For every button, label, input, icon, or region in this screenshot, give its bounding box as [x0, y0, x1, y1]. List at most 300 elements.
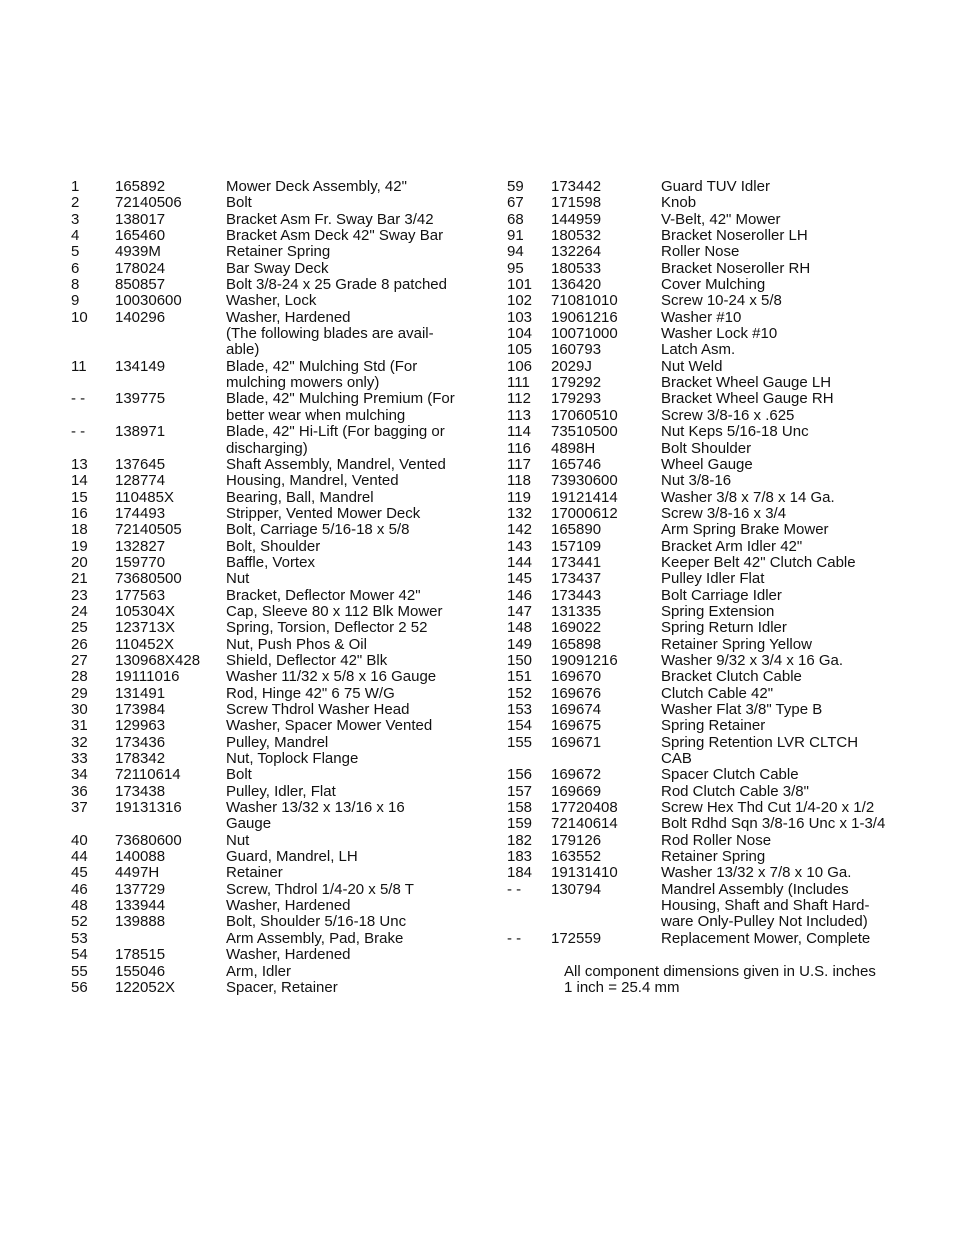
ref-number: 146 — [507, 586, 533, 604]
part-number: 105304X — [115, 602, 176, 620]
parts-row — [507, 571, 902, 587]
ref-number: 153 — [507, 701, 533, 718]
part-number: 138971 — [115, 423, 166, 441]
ref-number: 48 — [71, 897, 88, 915]
ref-number: 16 — [71, 504, 88, 522]
part-description: Arm, Idler — [226, 962, 292, 980]
part-description: Spring Return Idler — [661, 619, 787, 637]
part-description: Baffle, Vortex — [226, 553, 315, 571]
ref-number: 28 — [71, 668, 88, 686]
part-number: 17000612 — [551, 504, 618, 522]
ref-number: 23 — [71, 586, 88, 604]
ref-number: 1 — [71, 178, 80, 195]
part-description: Washer, Spacer Mower Vented — [226, 717, 433, 735]
part-description: Bolt, Shoulder — [226, 537, 321, 555]
part-number: 137645 — [115, 455, 166, 473]
parts-row — [507, 931, 902, 947]
ref-number: 156 — [507, 766, 533, 784]
parts-row — [71, 865, 481, 881]
part-number: 179126 — [551, 831, 602, 849]
ref-number: 113 — [507, 406, 531, 424]
part-number: 133944 — [115, 897, 166, 915]
part-description: Pulley Idler Flat — [661, 570, 765, 588]
ref-number: 157 — [507, 782, 533, 800]
part-number: 132264 — [551, 243, 602, 261]
dimensions-note — [564, 964, 876, 997]
parts-row — [507, 784, 902, 800]
part-number: 172559 — [551, 929, 602, 947]
part-description: Shaft Assembly, Mandrel, Vented — [226, 455, 446, 473]
part-description: Washer 13/32 x 7/8 x 10 Ga. — [661, 864, 852, 882]
part-description: Screw Hex Thd Cut 1/4-20 x 1/2 — [661, 799, 875, 817]
ref-number: 150 — [507, 651, 533, 669]
ref-number: 9 — [71, 292, 80, 310]
parts-row — [71, 751, 481, 767]
ref-number: 116 — [507, 439, 531, 457]
ref-number: 151 — [507, 668, 533, 686]
dimensions-note-line-1: All component dimensions given in U.S. inches — [564, 963, 876, 980]
ref-number: 155 — [507, 733, 533, 751]
part-number: 173443 — [551, 586, 602, 604]
part-description: Bolt Carriage Idler — [661, 586, 782, 604]
part-number: 19131410 — [551, 864, 618, 882]
ref-number: 40 — [71, 831, 88, 849]
part-description: Blade, 42" Mulching Premium (For better wear when mulching — [226, 390, 455, 424]
parts-row — [71, 293, 481, 309]
part-description: Spring Extension — [661, 602, 775, 620]
part-number: 4939M — [115, 243, 161, 261]
parts-row — [71, 980, 481, 996]
part-number: 173442 — [551, 178, 602, 195]
parts-row — [71, 277, 481, 293]
part-number: 140088 — [115, 848, 166, 866]
parts-row — [71, 718, 481, 734]
part-description: Bolt 3/8-24 x 25 Grade 8 patched — [226, 276, 447, 294]
ref-number: 37 — [71, 799, 88, 817]
parts-row — [507, 686, 902, 702]
part-description: Arm Spring Brake Mower — [661, 521, 829, 539]
part-description: Roller Nose — [661, 243, 740, 261]
ref-number: 26 — [71, 635, 88, 653]
parts-row — [71, 522, 481, 538]
part-description: Shield, Deflector 42" Blk — [226, 651, 388, 669]
parts-row — [507, 408, 902, 424]
part-number: 122052X — [115, 978, 176, 996]
parts-row — [507, 637, 902, 653]
part-number: 130968X428 — [115, 651, 201, 669]
part-number: 140296 — [115, 308, 166, 326]
ref-number: 45 — [71, 864, 88, 882]
ref-number: 147 — [507, 602, 533, 620]
parts-row — [507, 261, 902, 277]
part-number: 19061216 — [551, 308, 618, 326]
ref-number: 132 — [507, 504, 533, 522]
ref-number: 30 — [71, 701, 88, 718]
ref-number: 15 — [71, 488, 88, 506]
parts-row — [71, 898, 481, 914]
parts-row — [71, 637, 481, 653]
part-description: Bolt Shoulder — [661, 439, 752, 457]
part-description: Replacement Mower, Complete — [661, 929, 871, 947]
part-description: Bracket Noseroller LH — [661, 227, 808, 245]
part-number: 173984 — [115, 701, 166, 718]
ref-number: 27 — [71, 651, 88, 669]
part-description: Washer Lock #10 — [661, 325, 778, 343]
parts-row — [71, 228, 481, 244]
ref-number: 54 — [71, 946, 88, 964]
part-number: 850857 — [115, 276, 166, 294]
part-number: 173438 — [115, 782, 166, 800]
part-number: 169674 — [551, 701, 602, 718]
part-number: 165898 — [551, 635, 602, 653]
ref-number: 31 — [71, 717, 88, 735]
part-description: Bracket Noseroller RH — [661, 259, 811, 277]
part-number: 177563 — [115, 586, 166, 604]
part-description: Nut — [226, 570, 250, 588]
part-number: 165890 — [551, 521, 602, 539]
parts-row — [507, 833, 902, 849]
ref-number: 119 — [507, 488, 531, 506]
part-number: 155046 — [115, 962, 166, 980]
part-number: 129963 — [115, 717, 166, 735]
ref-number: 53 — [71, 929, 88, 947]
part-description: Washer 13/32 x 13/16 x 16 Gauge — [226, 799, 405, 833]
part-number: 178024 — [115, 259, 166, 277]
parts-row — [507, 424, 902, 440]
part-number: 10030600 — [115, 292, 182, 310]
ref-number: 106 — [507, 357, 533, 375]
part-description: Nut, Toplock Flange — [226, 750, 359, 768]
parts-row — [71, 669, 481, 685]
part-number: 165892 — [115, 178, 166, 195]
parts-row — [71, 457, 481, 473]
parts-row — [507, 490, 902, 506]
part-description: Spring, Torsion, Deflector 2 52 — [226, 619, 428, 637]
part-number: 171598 — [551, 194, 602, 212]
ref-number: 95 — [507, 259, 524, 277]
ref-number: 101 — [507, 276, 533, 294]
part-description: Knob — [661, 194, 697, 212]
parts-row — [71, 571, 481, 587]
part-description: Washer, Lock — [226, 292, 317, 310]
part-description: Pulley, Idler, Flat — [226, 782, 336, 800]
ref-number: 18 — [71, 521, 88, 539]
parts-row — [507, 457, 902, 473]
parts-row — [71, 947, 481, 963]
part-description: Rod Clutch Cable 3/8" — [661, 782, 809, 800]
part-description: Nut Keps 5/16-18 Unc — [661, 423, 809, 441]
parts-row — [507, 800, 902, 816]
part-description: Nut Weld — [661, 357, 723, 375]
parts-row — [507, 767, 902, 783]
part-number: 173441 — [551, 553, 602, 571]
part-number: 19091216 — [551, 651, 618, 669]
part-number: 72140614 — [551, 815, 618, 833]
part-number: 139888 — [115, 913, 166, 931]
part-description: Bolt Rdhd Sqn 3/8-16 Unc x 1-3/4 — [661, 815, 886, 833]
part-number: 71081010 — [551, 292, 618, 310]
parts-row — [507, 277, 902, 293]
part-description: Screw, Thdrol 1/4-20 x 5/8 T — [226, 880, 414, 898]
part-number: 136420 — [551, 276, 602, 294]
part-number: 4898H — [551, 439, 596, 457]
ref-number: 112 — [507, 390, 531, 408]
part-description: V-Belt, 42" Mower — [661, 210, 781, 228]
part-number: 165746 — [551, 455, 602, 473]
ref-number: 36 — [71, 782, 88, 800]
part-description: Arm Assembly, Pad, Brake — [226, 929, 404, 947]
part-number: 2029J — [551, 357, 592, 375]
part-number: 174493 — [115, 504, 166, 522]
parts-row — [507, 391, 902, 407]
ref-number: 13 — [71, 455, 88, 473]
part-description: Stripper, Vented Mower Deck — [226, 504, 421, 522]
ref-number: 25 — [71, 619, 88, 637]
part-description: Washer 9/32 x 3/4 x 16 Ga. — [661, 651, 844, 669]
part-description: Bracket Arm Idler 42" — [661, 537, 803, 555]
part-description: Washer, Hardened — [226, 897, 351, 915]
part-description: Screw 3/8-16 x 3/4 — [661, 504, 787, 522]
part-number: 73510500 — [551, 423, 618, 441]
part-number: 173436 — [115, 733, 166, 751]
parts-row — [507, 865, 902, 881]
part-description: Spacer, Retainer — [226, 978, 338, 996]
part-number: 178515 — [115, 946, 166, 964]
part-description: Washer Flat 3/8" Type B — [661, 701, 823, 718]
part-description: Bracket, Deflector Mower 42" — [226, 586, 421, 604]
parts-row — [507, 506, 902, 522]
parts-row — [507, 653, 902, 669]
part-description: Retainer Spring — [226, 243, 331, 261]
part-number: 123713X — [115, 619, 176, 637]
part-description: Washer 3/8 x 7/8 x 14 Ga. — [661, 488, 835, 506]
parts-row — [71, 914, 481, 930]
part-number: 138017 — [115, 210, 166, 228]
part-number: 179293 — [551, 390, 602, 408]
ref-number: 91 — [507, 227, 524, 245]
ref-number: 104 — [507, 325, 533, 343]
parts-row — [71, 702, 481, 718]
parts-row — [507, 473, 902, 489]
part-description: Bracket Wheel Gauge RH — [661, 390, 834, 408]
part-number: 160793 — [551, 341, 602, 359]
part-number: 132827 — [115, 537, 166, 555]
parts-row — [507, 718, 902, 734]
parts-list-left — [71, 179, 481, 996]
part-number: 180533 — [551, 259, 602, 277]
parts-row — [507, 293, 902, 309]
ref-number: 3 — [71, 210, 80, 228]
ref-number: 158 — [507, 799, 533, 817]
parts-row — [507, 702, 902, 718]
part-number: 169672 — [551, 766, 602, 784]
parts-row — [71, 424, 481, 457]
parts-row — [507, 179, 902, 195]
ref-number: 52 — [71, 913, 88, 931]
part-number: 17060510 — [551, 406, 618, 424]
part-description: Blade, 42" Mulching Std (For mulching mowers only) — [226, 357, 418, 392]
part-description: Cover Mulching — [661, 276, 766, 294]
ref-number: 67 — [507, 194, 524, 212]
ref-number: 149 — [507, 635, 533, 653]
part-number: 19121414 — [551, 488, 618, 506]
part-number: 73680500 — [115, 570, 182, 588]
parts-row — [507, 522, 902, 538]
part-number: 128774 — [115, 472, 166, 490]
parts-row — [71, 473, 481, 489]
part-description: Pulley, Mandrel — [226, 733, 329, 751]
part-number: 144959 — [551, 210, 602, 228]
parts-row — [507, 882, 902, 931]
ref-number: 10 — [71, 308, 88, 326]
part-number: 72140506 — [115, 194, 182, 212]
part-description: Retainer Spring Yellow — [661, 635, 812, 653]
ref-number: 114 — [507, 423, 531, 441]
parts-row — [507, 604, 902, 620]
part-description: Bar Sway Deck — [226, 259, 329, 277]
ref-number: 2 — [71, 194, 80, 212]
part-number: 73680600 — [115, 831, 182, 849]
parts-row — [507, 195, 902, 211]
ref-number: 142 — [507, 521, 533, 539]
part-number: 163552 — [551, 848, 602, 866]
part-number: 4497H — [115, 864, 160, 882]
part-number: 72140505 — [115, 521, 182, 539]
parts-row — [507, 735, 902, 768]
ref-number: 20 — [71, 553, 88, 571]
part-number: 173437 — [551, 570, 602, 588]
part-description: Screw 10-24 x 5/8 — [661, 292, 782, 310]
part-description: Cap, Sleeve 80 x 112 Blk Mower — [226, 602, 443, 620]
ref-number: 5 — [71, 243, 80, 261]
parts-row — [71, 212, 481, 228]
ref-number: 68 — [507, 210, 524, 228]
parts-row — [71, 653, 481, 669]
ref-number: 102 — [507, 292, 533, 310]
parts-row — [71, 195, 481, 211]
part-description: Wheel Gauge — [661, 455, 753, 473]
part-number: 139775 — [115, 390, 166, 408]
part-number: 157109 — [551, 537, 602, 555]
ref-number: 14 — [71, 472, 88, 490]
parts-row — [507, 849, 902, 865]
ref-number: 152 — [507, 684, 533, 702]
ref-number: - - — [507, 929, 522, 947]
part-description: Screw Thdrol Washer Head — [226, 701, 410, 718]
parts-row — [507, 588, 902, 604]
ref-number: 148 — [507, 619, 533, 637]
ref-number: 154 — [507, 717, 533, 735]
parts-row — [71, 833, 481, 849]
ref-number: 11 — [71, 357, 87, 375]
parts-row — [71, 767, 481, 783]
parts-row — [507, 310, 902, 326]
parts-row — [71, 735, 481, 751]
ref-number: 117 — [507, 455, 531, 473]
parts-row — [507, 244, 902, 260]
ref-number: 184 — [507, 864, 533, 882]
part-description: Bracket Wheel Gauge LH — [661, 374, 832, 392]
part-number: 169675 — [551, 717, 602, 735]
parts-row — [71, 506, 481, 522]
part-number — [115, 931, 226, 947]
ref-number: - - — [507, 880, 522, 898]
part-number: 131335 — [551, 602, 602, 620]
part-description: Bolt — [226, 766, 252, 784]
part-description: Washer, Hardened — [226, 946, 351, 964]
parts-row — [507, 326, 902, 342]
part-description: Bolt — [226, 194, 252, 212]
parts-row — [507, 375, 902, 391]
parts-row — [71, 391, 481, 424]
part-number: 179292 — [551, 374, 602, 392]
parts-row — [507, 342, 902, 358]
parts-row — [71, 244, 481, 260]
parts-row — [507, 212, 902, 228]
parts-row — [71, 964, 481, 980]
part-number: 159770 — [115, 553, 166, 571]
part-number: 169676 — [551, 684, 602, 702]
ref-number: 8 — [71, 276, 80, 294]
ref-number: 111 — [507, 374, 530, 392]
parts-row — [71, 261, 481, 277]
ref-number: 46 — [71, 880, 88, 898]
part-description: Rod Roller Nose — [661, 831, 772, 849]
parts-row — [507, 620, 902, 636]
ref-number: - - — [71, 390, 86, 408]
part-description: Spacer Clutch Cable — [661, 766, 799, 784]
parts-row — [507, 669, 902, 685]
part-description: Spring Retainer — [661, 717, 766, 735]
part-description: Nut 3/8-16 — [661, 472, 732, 490]
part-description: Retainer — [226, 864, 283, 882]
part-description: Guard, Mandrel, LH — [226, 848, 358, 866]
ref-number: 103 — [507, 308, 533, 326]
ref-number: 29 — [71, 684, 88, 702]
parts-row — [71, 784, 481, 800]
ref-number: 34 — [71, 766, 88, 784]
part-number: 131491 — [115, 684, 166, 702]
part-description: Screw 3/8-16 x .625 — [661, 406, 795, 424]
part-description: Nut — [226, 831, 250, 849]
ref-number: 56 — [71, 978, 88, 996]
parts-row — [71, 555, 481, 571]
ref-number: 143 — [507, 537, 533, 555]
parts-row — [507, 816, 902, 832]
part-number: 130794 — [551, 880, 602, 898]
ref-number: 4 — [71, 227, 80, 245]
part-description: Bracket Clutch Cable — [661, 668, 802, 686]
part-number: 169671 — [551, 733, 602, 751]
parts-row — [71, 931, 481, 947]
dimensions-note-line-2: 1 inch = 25.4 mm — [564, 979, 680, 997]
part-number: 17720408 — [551, 799, 618, 817]
part-description: Bearing, Ball, Mandrel — [226, 488, 374, 506]
part-number: 180532 — [551, 227, 602, 245]
ref-number: 105 — [507, 341, 533, 359]
part-description: Bracket Asm Deck 42" Sway Bar — [226, 227, 444, 245]
parts-row — [71, 359, 481, 392]
ref-number: 94 — [507, 243, 524, 261]
part-number: 169669 — [551, 782, 602, 800]
parts-row — [71, 620, 481, 636]
part-description: Latch Asm. — [661, 341, 736, 359]
part-number: 110452X — [115, 635, 174, 653]
ref-number: 44 — [71, 848, 88, 866]
ref-number: 59 — [507, 178, 524, 195]
parts-row — [71, 849, 481, 865]
part-description: Bracket Asm Fr. Sway Bar 3/42 — [226, 210, 434, 228]
